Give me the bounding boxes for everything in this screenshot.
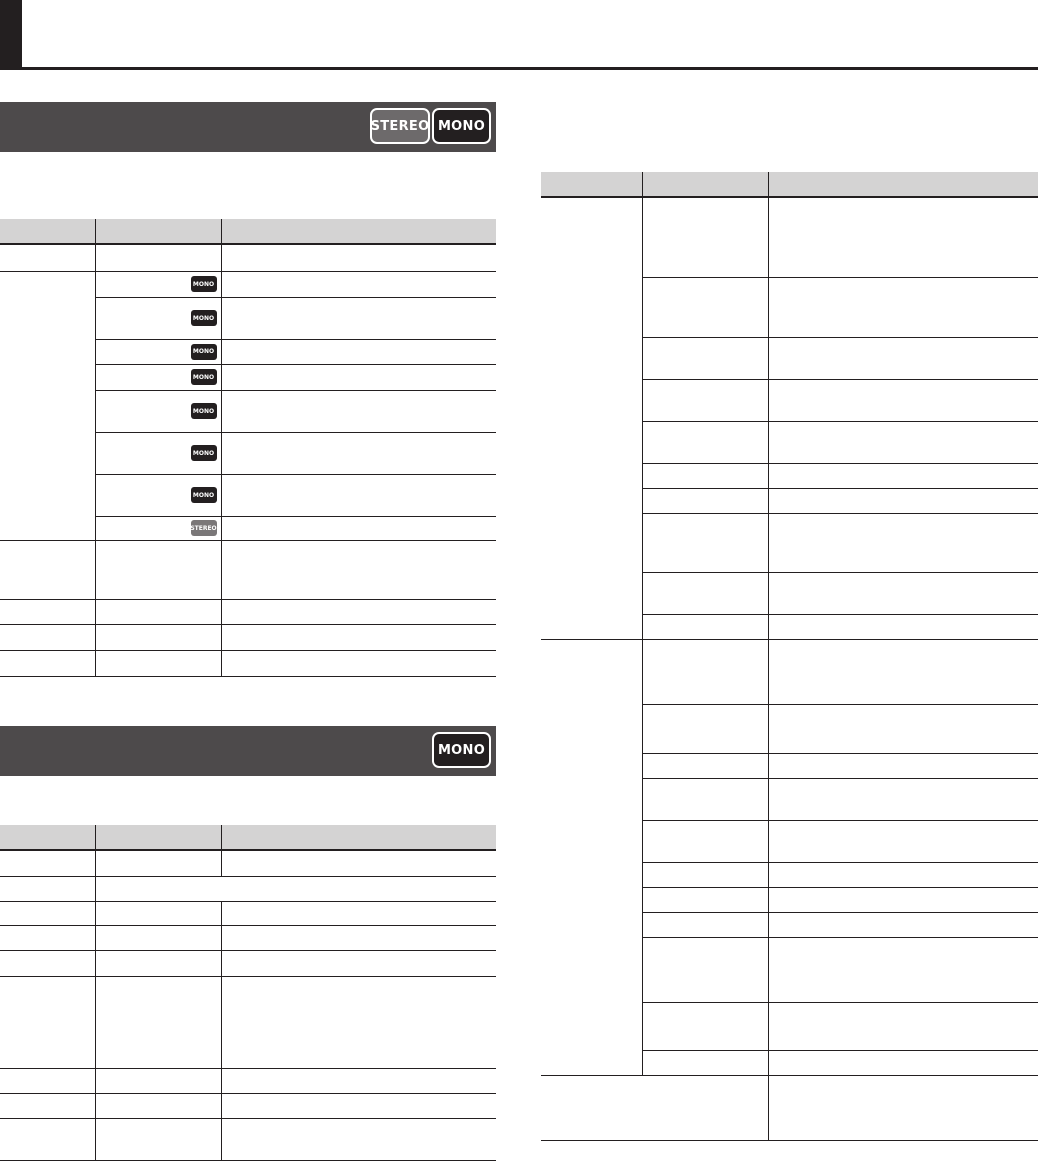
table-header-row — [541, 172, 1038, 197]
table-row — [0, 624, 496, 650]
mono-chip: MONO — [191, 403, 217, 419]
table-row — [0, 244, 496, 271]
parameter-table-2 — [0, 825, 496, 1161]
section-header-1 — [0, 102, 496, 152]
table-row — [0, 901, 496, 925]
table-header-row — [0, 825, 496, 850]
stereo-badge: STEREO — [370, 108, 430, 144]
parameter-table-3 — [541, 172, 1038, 1141]
mono-chip: MONO — [191, 487, 217, 503]
header-rule — [0, 67, 1038, 70]
table-row — [541, 197, 1038, 277]
table-row — [0, 540, 496, 599]
mono-chip: MONO — [191, 310, 217, 326]
table-row — [0, 271, 496, 297]
table-header-row — [0, 219, 496, 244]
chapter-tab — [0, 0, 22, 68]
mono-badge: MONO — [432, 732, 491, 768]
mono-chip: MONO — [191, 276, 217, 292]
table-row — [541, 639, 1038, 704]
table-row — [0, 650, 496, 676]
section-header-2 — [0, 726, 496, 776]
stereo-chip: STEREO — [191, 520, 217, 536]
table-row — [541, 1075, 1038, 1140]
mono-chip: MONO — [191, 445, 217, 461]
mono-chip: MONO — [191, 344, 217, 360]
parameter-table-1 — [0, 219, 496, 677]
table-row — [0, 599, 496, 624]
table-row — [0, 850, 496, 876]
table-row — [0, 1118, 496, 1160]
table-row — [0, 925, 496, 950]
table-row — [0, 1093, 496, 1118]
table-row — [0, 876, 496, 901]
table-row — [0, 950, 496, 976]
mono-chip: MONO — [191, 369, 217, 385]
table-row — [0, 1068, 496, 1093]
table-row — [0, 976, 496, 1068]
mono-badge: MONO — [432, 108, 491, 144]
